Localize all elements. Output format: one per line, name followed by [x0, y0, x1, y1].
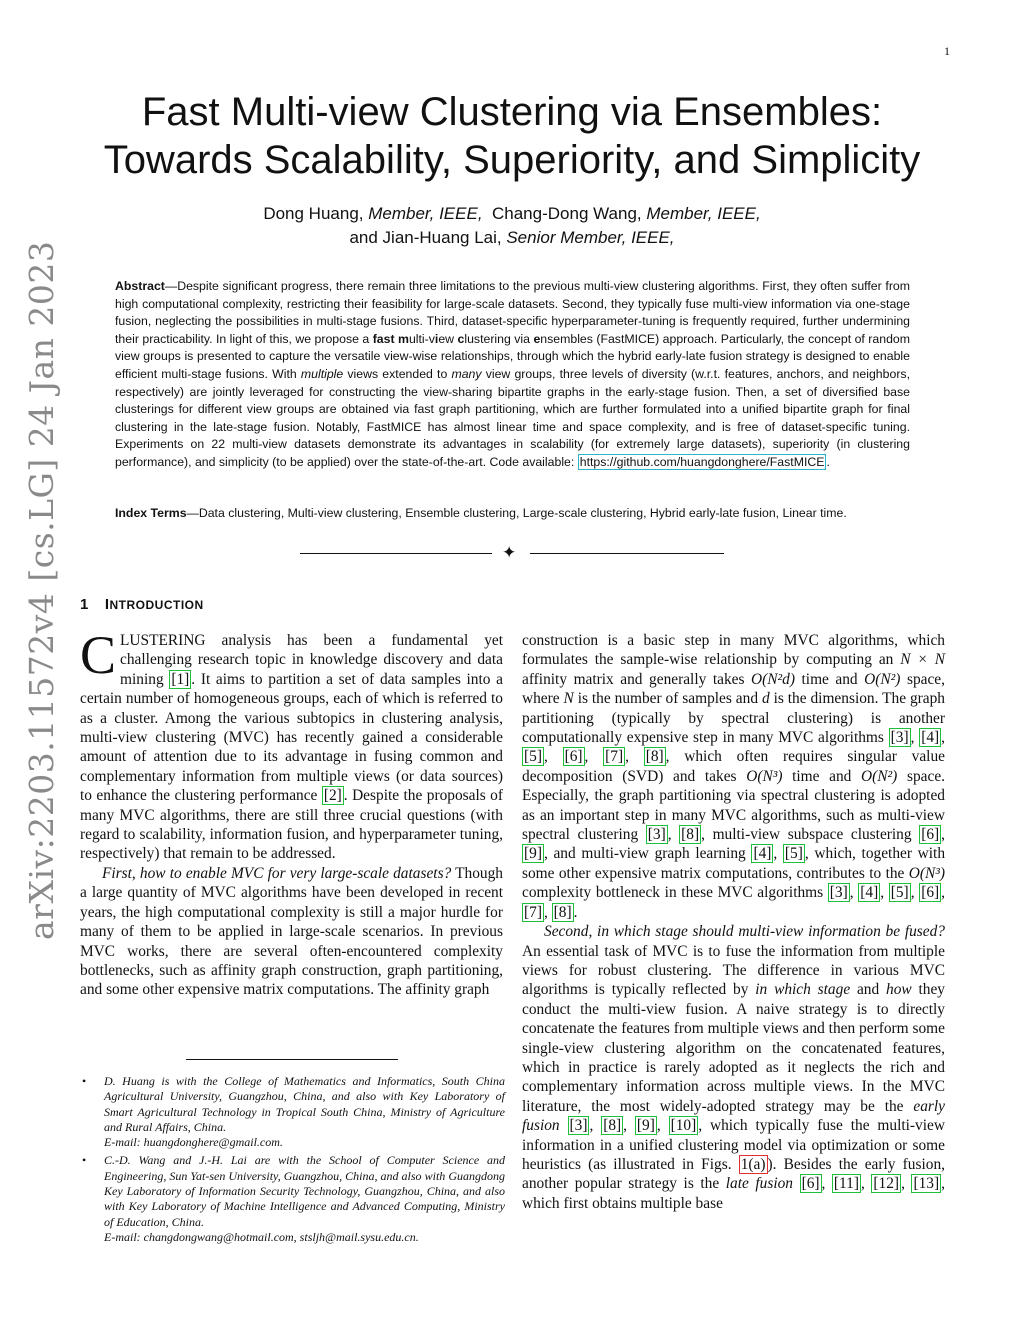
divider-star-icon: ✦ [502, 543, 517, 563]
bullet-icon: • [82, 1074, 87, 1088]
separator: , [773, 845, 783, 863]
body-text: affinity matrix and generally takes [522, 670, 752, 688]
math: N [563, 690, 574, 708]
body-text: and [850, 981, 887, 999]
citation-link[interactable]: [5] [524, 748, 542, 766]
author-2-name: Chang-Dong Wang, [492, 204, 647, 223]
math: O(N²) [864, 670, 901, 688]
citation-link[interactable]: [8] [553, 903, 572, 921]
body-text: Though a large quantity of MVC algorithms have been developed in recent years, the high computational complexity is still a major hurdle for many of them to be applied in large-scale scenarios. In previous MVC works, there are several often-encountered complexity bottlenecks, such as affinity graph construction, graph partitioning, and some other expensive matrix computations. The affinity graph [80, 864, 504, 999]
separator: , [880, 884, 889, 902]
citation-link[interactable]: [5] [890, 884, 909, 902]
index-terms [115, 505, 915, 522]
right-column [522, 631, 945, 1213]
abstract-bold: c [457, 331, 465, 346]
body-text: , which, together with some other expensive matrix computations, contributes to the [522, 845, 946, 882]
separator: , [941, 826, 945, 844]
separator: . [573, 903, 578, 921]
footnote-item [80, 1074, 505, 1150]
paragraph [522, 922, 945, 1213]
separator: , [910, 729, 920, 747]
math: N × N [900, 651, 945, 669]
citation-link[interactable]: [7] [605, 748, 624, 766]
citation-link[interactable]: [9] [524, 845, 542, 863]
abstract-italic: many [451, 366, 482, 381]
body-text: construction is a basic step in many MVC algorithms, which formulates the sample-wise relationship by computing an [522, 632, 945, 669]
abstract-text: . [826, 454, 830, 469]
citation-link[interactable]: [3] [829, 884, 848, 902]
citation-link[interactable]: [4] [921, 729, 940, 747]
abstract-text: view groups, three levels of diversity (w.r.t. features, anchors, and neighbors, respectively) are jointly leveraged for constructing the view-sharing bipartite graphs in the early-stage fusion. Then, a set of diversified base clusterings for different view groups are obtained via fast graph partitioning, which are further formulated into a unified bipartite graph for final clustering in the late-stage fusion. Notably, FastMICE has almost linear time and space complexity, and is free of dataset-specific tuning. Experiments on 22 multi-view datasets demonstrate its advantages in scalability (for extremely large datasets), superiority (in clustering performance), and simplicity (to be applied) over the state-of-the-art. Code available: [115, 366, 910, 469]
math: O(N³) [746, 767, 783, 785]
code-link[interactable]: https://github.com/huangdonghere/FastMICE [579, 454, 825, 469]
separator: , [849, 884, 859, 902]
citation-link[interactable]: [3] [647, 826, 666, 844]
figure-link[interactable]: 1(a) [740, 1155, 766, 1173]
math: O(N³) [908, 864, 945, 882]
paragraph [80, 864, 503, 1000]
abstract [115, 278, 910, 472]
divider-line-left [300, 553, 492, 554]
title-line-1: Fast Multi-view Clustering via Ensembles: [141, 90, 883, 134]
section-divider [300, 545, 724, 561]
citation-link[interactable]: [5] [784, 845, 803, 863]
section-title-first: I [104, 596, 110, 613]
citation-link[interactable]: [6] [801, 1175, 820, 1193]
citation-link[interactable]: [7] [524, 903, 542, 921]
body-text: they conduct the multi-view fusion. A naive strategy is to directly concatenate the features from multiple views and then perform some single-view clustering algorithm on the concatenated features, which in practice is rarely adopted as it neglects the rich and complementary information across multiple views. In the MVC literature, the most widely-adopted strategy may be the [522, 981, 946, 1115]
citation-link[interactable]: [9] [636, 1117, 655, 1135]
index-terms-text: —Data clustering, Multi-view clustering, Ensemble clustering, Large-scale clustering, Hybrid early-late fusion, Linear time. [186, 506, 847, 520]
body-text: . It aims to partition a set of data samples into a certain number of homogeneous groups, each of which is referred to as a cluster. Among the various subtopics in clustering analysis, multi-view clustering (MVC) has recently gained a considerable amount of attention due to its advantage in fusing common and complementary information from multiple views (or data sources) to enhance the clustering performance [80, 670, 503, 805]
separator: , [589, 1117, 602, 1135]
arxiv-stamp: arXiv:2203.11572v4 [cs.LG] 24 Jan 2023 [22, 240, 61, 940]
abstract-bold: i [434, 331, 439, 346]
question-text: Second, in which stage should multi-view information be fused? [544, 923, 945, 941]
body-text: analysis has been a fundamental yet challenging research topic in knowledge discovery and data mining [120, 632, 503, 688]
body-text: space. Especially, the graph partitioning via spectral clustering is adopted as an important step in many MVC algorithms, such as multi-view spectral clustering [522, 767, 945, 844]
question-text: First, how to enable MVC for very large-scale datasets? [102, 864, 452, 882]
separator: , [656, 1117, 669, 1135]
body-text: , which first obtains multiple base [522, 1175, 945, 1212]
separator: , [625, 748, 644, 766]
citation-link[interactable]: [2] [323, 787, 342, 805]
body-text: time and [794, 670, 865, 688]
emphasis: late fusion [725, 1175, 793, 1193]
footnote-text: C.-D. Wang and J.-H. Lai are with the School of Computer Science and Engineering, Sun Yat-sen University, Guangzhou, China, and also with Guangdong Key Laboratory of Information Security Technology, Guangzhou, China, and also with Key Laboratory of Machine Intelligence and Advanced Computing, Ministry of Education, China. [104, 1153, 505, 1229]
body-text: is the number of samples and [573, 690, 762, 708]
authors-line-2 [80, 226, 944, 250]
author-2-role: Member, IEEE, [646, 204, 761, 223]
section-heading [80, 596, 204, 613]
footnotes [80, 1074, 505, 1248]
paragraph [522, 631, 945, 922]
citation-link[interactable]: [13] [913, 1175, 940, 1193]
author-1-name: Dong Huang, [263, 204, 369, 223]
abstract-bold: fast m [372, 331, 409, 346]
citation-link[interactable]: [12] [873, 1175, 900, 1193]
footnote-item [80, 1153, 505, 1245]
math: O(N²d) [751, 670, 795, 688]
math: O(N²) [861, 767, 898, 785]
abstract-text: ulti-v [408, 331, 435, 346]
section-number: 1 [80, 596, 89, 613]
citation-link[interactable]: [6] [564, 748, 583, 766]
page-number: 1 [944, 44, 950, 58]
separator: , [941, 729, 945, 747]
divider-line-right [530, 553, 724, 554]
body-text: ). Besides the early fusion, another popular strategy is the [522, 1155, 945, 1193]
section-title-rest: NTRODUCTION [109, 598, 204, 612]
paper-title [60, 88, 964, 184]
citation-link[interactable]: [6] [921, 826, 940, 844]
left-column [80, 625, 504, 1000]
title-line-2: Towards Scalability, Superiority, and Simplicity [103, 138, 921, 182]
citation-link[interactable]: [1] [171, 670, 190, 688]
separator: , [861, 1175, 872, 1193]
body-text: is the dimension. The graph partitioning (typically by spectral clustering) is another computationally expensive step in many MVC algorithms [522, 690, 945, 747]
citation-link[interactable]: [4] [860, 884, 879, 902]
author-3-role: Senior Member, IEEE, [506, 228, 675, 247]
abstract-label: Abstract [115, 279, 165, 293]
body-text: . Despite the proposals of many MVC algorithms, there are still three crucial questions (with regard to scalability, information fusion, and hyperparameter tuning, respectively) that remain to be addressed. [80, 787, 504, 863]
footnote-text: D. Huang is with the College of Mathematics and Informatics, South China Agricultural University, Guangzhou, China, and also with Key Laboratory of Smart Agricultural Technology in Tropical South China, Ministry of Agriculture and Rural Affairs, China. [104, 1074, 505, 1134]
index-terms-label: Index Terms [115, 506, 187, 520]
author-3-name: and Jian-Huang Lai, [349, 228, 507, 247]
body-text: , which often requires singular value decomposition (SVD) and takes [522, 748, 945, 785]
citation-link[interactable]: [8] [681, 826, 700, 844]
footnote-rule [186, 1059, 398, 1060]
separator: , [667, 826, 680, 844]
emphasis: early fusion [522, 1097, 945, 1135]
footnote-email: E-mail: huangdonghere@gmail.com. [104, 1135, 283, 1150]
author-1-role: Member, IEEE, [368, 204, 483, 223]
body-text: , and multi-view graph learning [543, 845, 752, 863]
citation-link[interactable]: [6] [921, 884, 940, 902]
lead-word: LUSTERING [120, 632, 206, 649]
body-text: An essential task of MVC is to fuse the information from multiple views for robust clustering. The difference in various MVC algorithms is typically reflected by [522, 942, 945, 999]
body-text: time and [782, 767, 862, 785]
abstract-italic: multiple [300, 366, 344, 381]
emphasis: in which stage [755, 981, 851, 999]
separator: , [910, 884, 920, 902]
separator: , [584, 748, 604, 766]
abstract-text: ew [438, 331, 458, 346]
bullet-icon: • [82, 1153, 87, 1168]
citation-link[interactable]: [3] [569, 1117, 588, 1135]
citation-link[interactable]: [11] [833, 1175, 859, 1193]
emphasis: how [886, 981, 912, 999]
separator: , [543, 748, 563, 766]
citation-link[interactable]: [4] [753, 845, 772, 863]
body-text: , multi-view subspace clustering [701, 826, 920, 844]
abstract-text: lustering via [464, 331, 534, 346]
citation-link[interactable]: [3] [890, 729, 909, 747]
authors-line-1 [80, 202, 944, 226]
citation-link[interactable]: [10] [670, 1117, 697, 1135]
abstract-bold: e [533, 331, 541, 346]
paragraph [80, 625, 504, 864]
citation-link[interactable]: [8] [645, 748, 664, 766]
abstract-text: views extended to [343, 366, 452, 381]
citation-link[interactable]: [8] [603, 1117, 622, 1135]
separator: , [901, 1175, 912, 1193]
abstract-text: —Despite significant progress, there remain three limitations to the previous multi-view clustering algorithms. First, they often suffer from high computational complexity, restricting their feasibility for large-scale datasets. Second, they typically fuse multi-view information via one-stage fusion, neglecting the possibilities in multi-stage fusions. Third, dataset-specific hyperparameter-tuning is frequently required, further undermining their practicability. In light of this, we propose a [115, 279, 910, 346]
math: d [761, 690, 770, 708]
separator: , [623, 1117, 635, 1135]
body-text: , which typically fuse the multi-view information in a unified clustering model via optimization or some heuristics (as illustrated in Figs. [522, 1117, 945, 1173]
separator: , [543, 903, 552, 921]
abstract-text: nsembles (FastMICE) approach. Particularly, the concept of random view groups is presented to capture the versatile view-wise relationships, through which the hybrid early-late fusion strategy is designed to enable efficient multi-stage fusions. With [115, 331, 910, 381]
author-list [80, 202, 944, 250]
body-text: complexity bottleneck in these MVC algorithms [522, 884, 828, 902]
drop-cap: C [80, 625, 117, 685]
separator: , [821, 1175, 832, 1193]
body-text: space, where [522, 670, 945, 708]
footnote-email: E-mail: changdongwang@hotmail.com, stsljh@mail.sysu.edu.cn. [104, 1229, 419, 1244]
separator: , [941, 884, 946, 902]
